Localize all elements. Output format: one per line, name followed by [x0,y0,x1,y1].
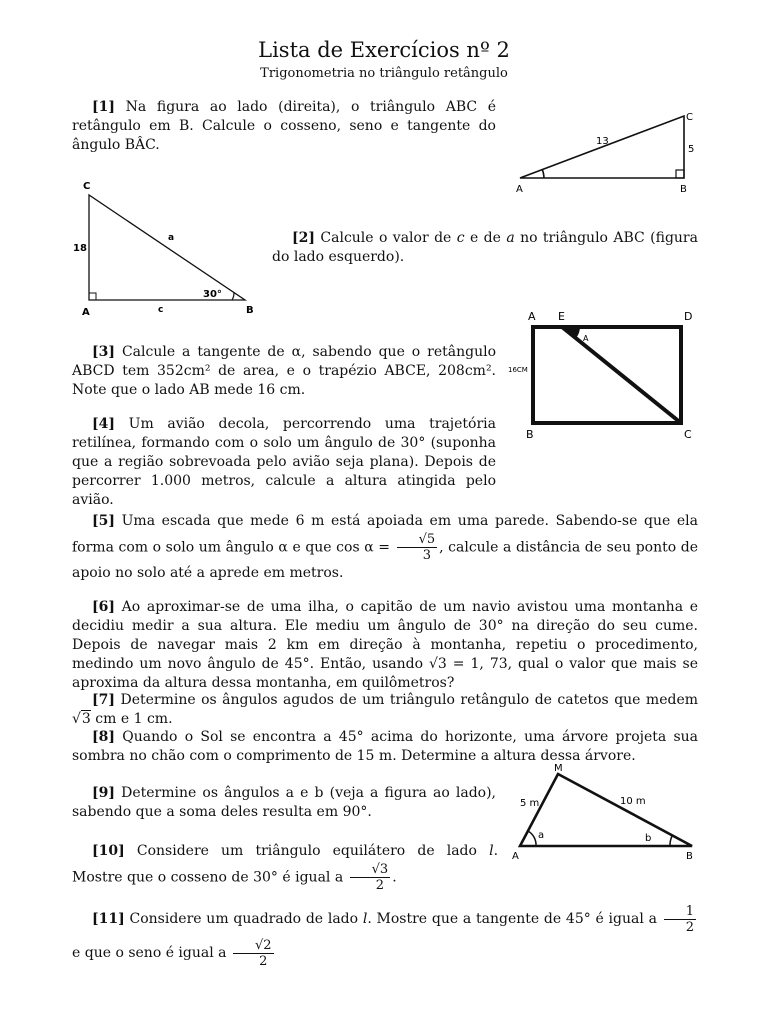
exercise-text: Determine os ângulos agudos de um triângulo retângulo de catetos que medem [120,692,699,708]
side-am-label: 5 m [520,798,540,809]
variable-a: a [506,230,515,246]
vertex-c-label: C [686,112,693,123]
exercise-text: Uma escada que mede 6 m está apoiada em uma parede. Sabendo-se que ela forma com o solo um ângulo α e que cos α = [72,513,698,556]
exercise-text: Um avião decola, percorrendo uma trajetória retilínea, formando com o solo um ângulo de 30° (suponha que a região sobrevoada pelo avião seja plana). Depois de percorrer 1.000 metros, calcule a altura atingida pelo avião. [72,416,496,508]
fraction-numerator: 1 [664,904,696,920]
exercise-text: Determine os ângulos a e b (veja a figura ao lado), sabendo que a soma deles resulta em 90°. [72,785,497,820]
exercise-number: [6] [92,599,115,615]
fraction-denominator: 3 [422,548,431,563]
figure-rectangle-abcd [504,304,710,444]
vertex-b-label: B [686,851,693,862]
page-subtitle: Trigonometria no triângulo retângulo [260,66,508,81]
base-label: c [158,305,164,315]
exercise-11 [72,902,698,970]
fraction-1-over-2 [664,904,696,935]
fraction-root2-over-2 [233,938,274,969]
vertex-a-label: A [82,307,90,318]
exercise-text: Quando o Sol se encontra a 45° acima do horizonte, uma árvore projeta sua sombra no chão com o comprimento de 15 m. Determine a altura dessa árvore. [72,729,698,764]
vertex-b-label: B [246,305,254,316]
exercise-4 [72,415,496,510]
exercise-text: Ao aproximar-se de uma ilha, o capitão de um navio avistou uma montanha e decidiu medir a sua altura. Ele mediu um ângulo de 30° na direção do seu cume. Depois de navegar mais 2 km em direção à montanha, repetiu o procedimento, medindo um novo ângulo de 45°. Então, usando √3 = 1, 73, qual o valor que mais se aproxima da altura dessa montanha, em quilômetros? [72,599,698,691]
exercise-text: e que o seno é igual a [72,945,231,961]
fraction-denominator: 2 [259,953,268,969]
vertex-m-label: M [554,763,563,774]
exercise-number: [7] [92,692,115,708]
angle-label: 30° [203,289,222,300]
vertex-c-label: C [684,428,692,441]
variable-l: l [489,843,494,859]
exercise-text: cm e 1 cm. [90,711,173,727]
exercise-1 [72,98,496,155]
fraction-numerator: √2 [233,938,274,954]
vertex-e-label: E [558,310,565,323]
exercise-number: [3] [92,344,115,360]
exercise-number: [9] [92,785,115,801]
exercise-6 [72,598,698,693]
variable-l: l [362,911,368,927]
vertex-a-label: A [512,851,519,862]
vertex-a-label: A [528,310,536,323]
exercise-text: , calcule a distância de seu ponto de apoio no solo até a aprede em metros. [72,539,698,581]
figure-right-triangle-13-5 [508,104,708,200]
alpha-label: A [583,334,589,343]
fraction-numerator: √5 [397,532,438,548]
exercise-number: [4] [92,416,115,432]
vertex-b-label: B [680,184,687,195]
fraction-root5-over-3 [397,532,438,563]
angle-a-label: a [538,830,545,841]
exercise-text: Na figura ao lado (direita), o triângulo ABC é retângulo em B. Calcule o cosseno, seno e tangente do ângulo BÂC. [72,99,496,153]
angle-b-label: b [645,833,652,844]
fraction-denominator: 2 [685,919,694,935]
exercise-text: Calcule a tangente de α, sabendo que o retângulo ABCD tem 352cm² de area, e o trapézio ABCE, 208cm². Note que o lado AB mede 16 cm. [72,344,497,398]
side-label: 16CM [508,366,528,374]
fraction-denominator: 2 [375,878,385,893]
exercise-text: e de [464,230,507,246]
exercise-10 [72,841,498,893]
fraction-numerator: √3 [350,862,391,878]
vertex-c-label: C [83,181,91,192]
exercise-number: [11] [92,911,125,927]
exercise-text: Calcule o valor de [320,230,457,246]
exercise-number: [5] [92,513,115,529]
side-mb-label: 10 m [620,796,646,807]
hypotenuse-label: 13 [596,136,609,147]
vertex-d-label: D [684,310,693,323]
page-title: Lista de Exercícios nº 2 [258,38,510,62]
figure-right-triangle-30 [72,176,268,322]
exercise-number: [2] [292,230,315,246]
exercise-text: . [392,869,397,886]
exercise-text: . Mostre que o cosseno de 30° é igual a [72,843,499,886]
exercise-9 [72,784,496,822]
exercise-3 [72,343,496,400]
side-label: 5 [688,144,695,155]
vertex-a-label: A [516,184,523,195]
exercise-text: . Mostre que a tangente de 45° é igual a [367,911,662,927]
exercise-text: Considere um quadrado de lado [129,911,363,927]
fraction-root3-over-2 [350,862,391,893]
hypotenuse-label: a [168,233,175,243]
exercise-7: [7] Determine os ângulos agudos de um triângulo retângulo de catetos que medem √3 cm e 1 cm. [72,692,699,727]
exercise-number: [10] [92,843,125,859]
side-label: 18 [73,243,87,254]
variable-c: c [456,230,465,246]
exercise-number: [8] [92,729,115,745]
exercise-text: no triângulo ABC (figura do lado esquerdo). [272,230,698,265]
exercise-2 [272,229,698,267]
exercise-number: [1] [92,99,115,115]
exercise-5 [72,511,698,584]
square-root-radicand: 3 [81,711,91,727]
vertex-b-label: B [526,428,534,441]
exercise-text: Considere um triângulo equilátero de lado [136,843,490,859]
figure-triangle-amb [508,760,704,864]
